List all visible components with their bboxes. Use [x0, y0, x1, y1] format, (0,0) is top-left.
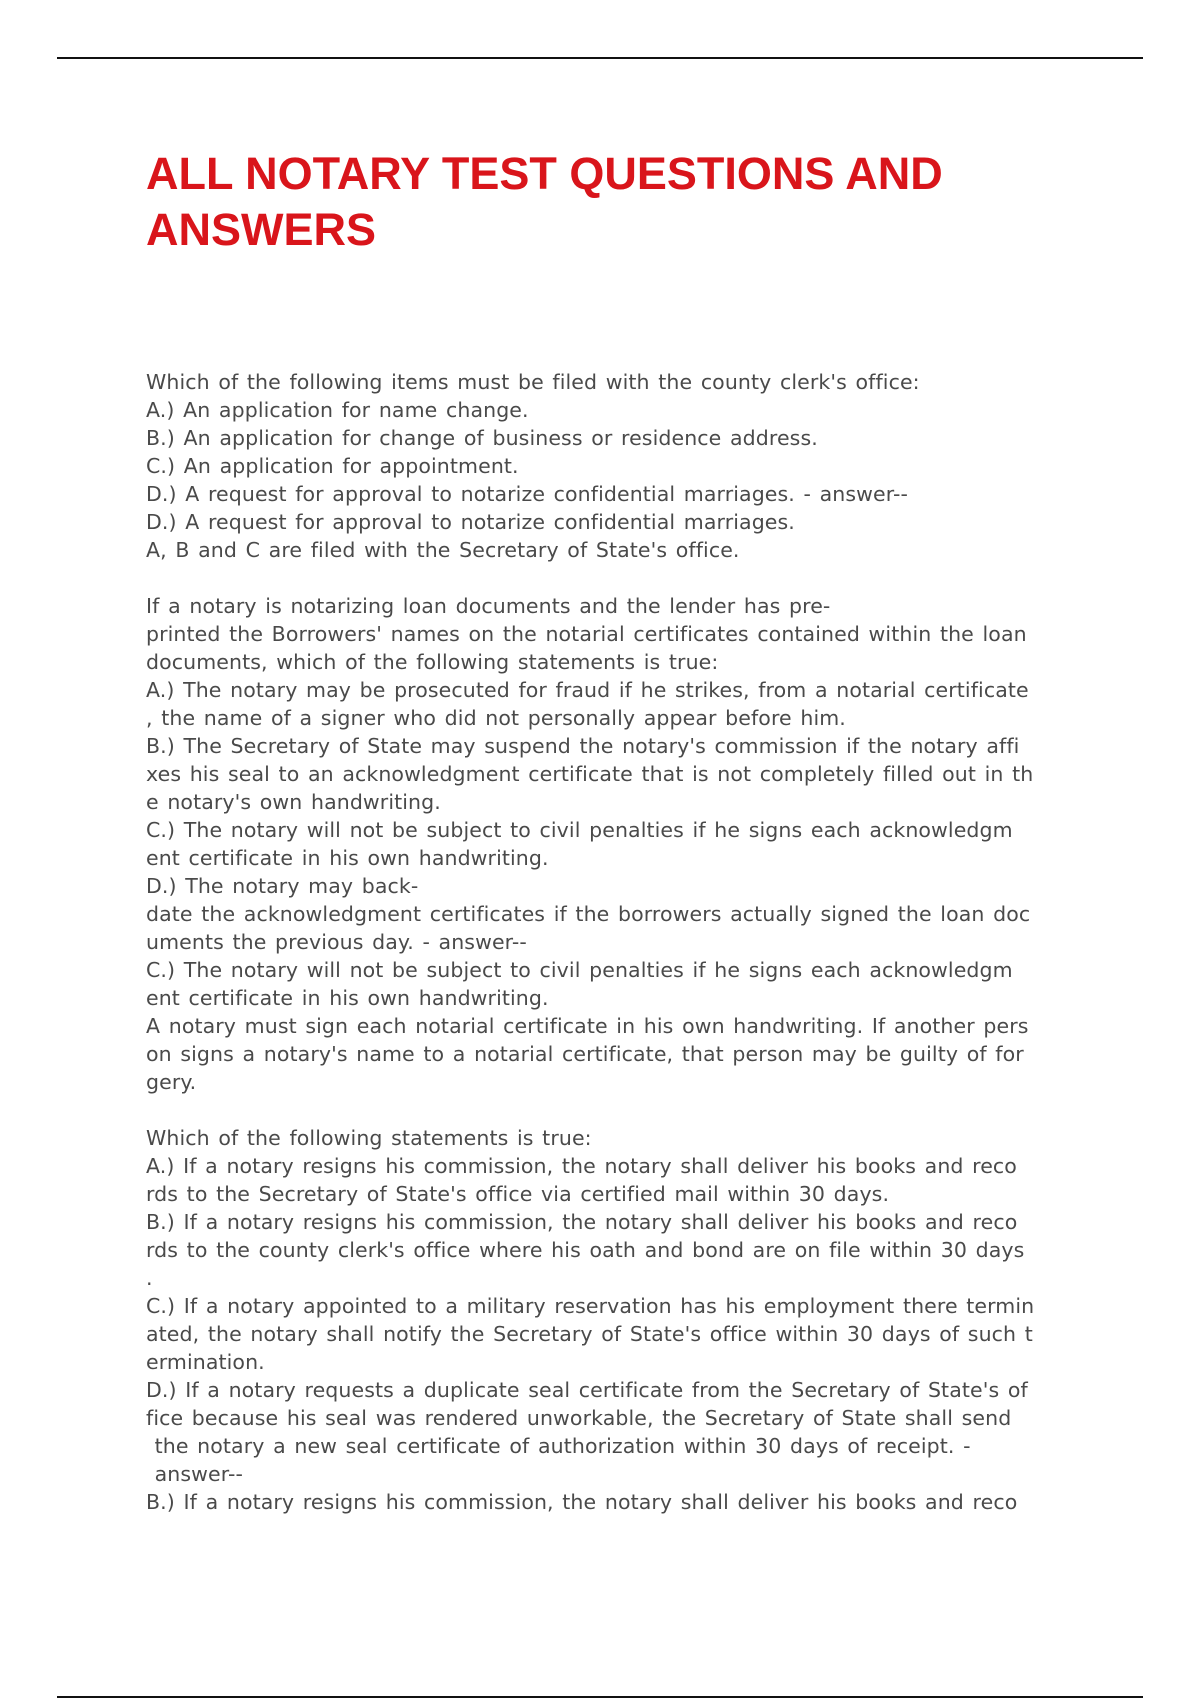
text-line: gery.	[146, 1070, 197, 1094]
text-line: e notary's own handwriting.	[146, 790, 441, 814]
text-line: rds to the Secretary of State's office via certified mail within 30 days.	[146, 1182, 890, 1206]
text-line: on signs a notary's name to a notarial certificate, that person may be guilty of for	[146, 1042, 1024, 1066]
text-line: ent certificate in his own handwriting.	[146, 986, 549, 1010]
document-body	[146, 368, 1066, 1516]
text-line	[146, 1096, 1066, 1124]
text-line: A.) An application for name change.	[146, 398, 529, 422]
text-line: , the name of a signer who did not personally appear before him.	[146, 706, 846, 730]
text-line: the notary a new seal certificate of authorization within 30 days of receipt. -	[146, 1434, 971, 1458]
text-line: C.) An application for appointment.	[146, 454, 519, 478]
text-line: ermination.	[146, 1350, 265, 1374]
text-line: date the acknowledgment certificates if the borrowers actually signed the loan doc	[146, 902, 1031, 926]
title-line: ANSWERS	[146, 204, 377, 255]
text-line: documents, which of the following statements is true:	[146, 650, 719, 674]
text-line: B.) If a notary resigns his commission, the notary shall deliver his books and reco	[146, 1490, 1018, 1514]
text-line: C.) If a notary appointed to a military reservation has his employment there termin	[146, 1294, 1035, 1318]
text-line: ent certificate in his own handwriting.	[146, 846, 549, 870]
text-line: If a notary is notarizing loan documents and the lender has pre-	[146, 594, 831, 618]
text-line: B.) If a notary resigns his commission, the notary shall deliver his books and reco	[146, 1210, 1018, 1234]
text-line: D.) A request for approval to notarize confidential marriages.	[146, 510, 795, 534]
bottom-rule	[57, 1696, 1143, 1698]
text-line: .	[146, 1266, 153, 1290]
text-line: answer--	[146, 1462, 243, 1486]
text-line: C.) The notary will not be subject to civil penalties if he signs each acknowledgm	[146, 958, 1013, 982]
text-line: xes his seal to an acknowledgment certificate that is not completely filled out in th	[146, 762, 1034, 786]
title-line: ALL NOTARY TEST QUESTIONS AND	[146, 148, 943, 199]
document-title	[146, 146, 1106, 258]
text-line	[146, 564, 1066, 592]
text-line: printed the Borrowers' names on the notarial certificates contained within the loan	[146, 622, 1027, 646]
text-line: Which of the following items must be filed with the county clerk's office:	[146, 370, 920, 394]
text-line: D.) The notary may back-	[146, 874, 419, 898]
text-line: D.) If a notary requests a duplicate seal certificate from the Secretary of State's of	[146, 1378, 1028, 1402]
text-line: B.) The Secretary of State may suspend the notary's commission if the notary affi	[146, 734, 1020, 758]
text-line: B.) An application for change of business or residence address.	[146, 426, 818, 450]
text-line: ated, the notary shall notify the Secretary of State's office within 30 days of such t	[146, 1322, 1033, 1346]
top-rule	[57, 57, 1143, 59]
text-line: A, B and C are filed with the Secretary of State's office.	[146, 538, 740, 562]
text-line: uments the previous day. - answer--	[146, 930, 527, 954]
text-line: D.) A request for approval to notarize confidential marriages. - answer--	[146, 482, 908, 506]
text-line: fice because his seal was rendered unworkable, the Secretary of State shall send	[146, 1406, 1012, 1430]
text-line: Which of the following statements is true:	[146, 1126, 592, 1150]
text-line: A notary must sign each notarial certificate in his own handwriting. If another pers	[146, 1014, 1029, 1038]
text-line: C.) The notary will not be subject to civil penalties if he signs each acknowledgm	[146, 818, 1013, 842]
text-line: A.) The notary may be prosecuted for fraud if he strikes, from a notarial certificate	[146, 678, 1029, 702]
text-line: A.) If a notary resigns his commission, the notary shall deliver his books and reco	[146, 1154, 1017, 1178]
text-line: rds to the county clerk's office where his oath and bond are on file within 30 days	[146, 1238, 1025, 1262]
